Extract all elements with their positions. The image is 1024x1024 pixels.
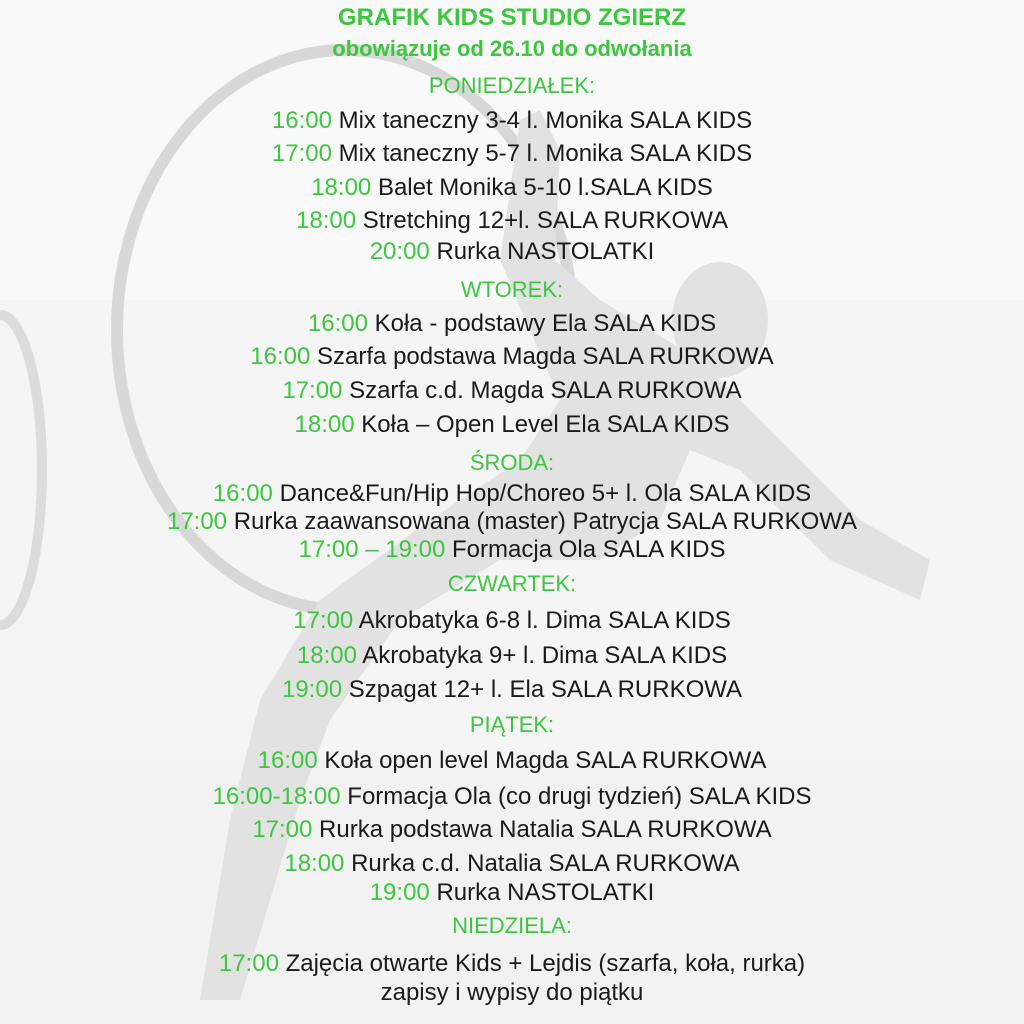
entry-text: Mix taneczny 5-7 l. Monika SALA KIDS: [338, 140, 753, 167]
entry-time: 20:00: [369, 238, 430, 265]
entry-time: 17:00 – 19:00: [298, 536, 446, 563]
entry-time: 17:00: [271, 140, 332, 167]
schedule-entry: [0, 783, 1024, 811]
entry-time: 16:00-18:00: [212, 783, 341, 810]
poster-title: GRAFIK KIDS STUDIO ZGIERZ: [338, 4, 686, 31]
entry-text: Formacja Ola SALA KIDS: [452, 536, 726, 563]
schedule-entry: [0, 107, 1024, 135]
entry-time: 16:00: [271, 107, 332, 134]
day-heading-wednesday: ŚRODA:: [469, 450, 555, 475]
entry-text: Rurka NASTOLATKI: [436, 879, 655, 906]
entry-time: 18:00: [294, 411, 355, 438]
entry-time: 18:00: [296, 207, 357, 234]
schedule-entry: [0, 343, 1024, 371]
schedule-entry: [0, 879, 1024, 907]
schedule-entry: [0, 480, 1024, 508]
entry-time: 19:00: [281, 676, 343, 703]
entry-text: Formacja Ola (co drugi tydzień) SALA KIDS: [347, 783, 812, 810]
sunday-note: zapisy i wypisy do piątku: [380, 979, 644, 1006]
schedule-entry: [0, 950, 1024, 978]
day-heading-friday: PIĄTEK:: [469, 712, 555, 737]
entry-text: Szarfa c.d. Magda SALA RURKOWA: [349, 377, 742, 404]
schedule-entry: [0, 508, 1024, 536]
entry-text: Akrobatyka 6-8 l. Dima SALA KIDS: [358, 607, 731, 634]
schedule-entry: [0, 642, 1024, 670]
entry-time: 16:00: [257, 747, 318, 774]
day-heading-sunday: NIEDZIELA:: [452, 913, 572, 938]
schedule-entry: [0, 536, 1024, 564]
entry-time: 18:00: [296, 642, 357, 669]
day-heading-monday: PONIEDZIAŁEK:: [428, 73, 596, 98]
entry-text: Szarfa podstawa Magda SALA RURKOWA: [317, 343, 774, 370]
day-heading-tuesday: WTOREK:: [460, 277, 564, 302]
entry-text: Dance&Fun/Hip Hop/Choreo 5+ l. Ola SALA KIDS: [279, 480, 812, 507]
schedule-entry: [0, 207, 1024, 235]
schedule-entry: [0, 310, 1024, 338]
entry-text: Rurka c.d. Natalia SALA RURKOWA: [351, 850, 740, 877]
entry-time: 16:00: [307, 310, 368, 337]
entry-text: Rurka podstawa Natalia SALA RURKOWA: [319, 816, 772, 843]
entry-time: 17:00: [218, 950, 279, 977]
schedule-entry: [0, 174, 1024, 202]
entry-text: Koła – Open Level Ela SALA KIDS: [361, 411, 730, 438]
schedule-entry: [0, 607, 1024, 635]
entry-text: Mix taneczny 3-4 l. Monika SALA KIDS: [338, 107, 753, 134]
entry-text: Stretching 12+l. SALA RURKOWA: [362, 207, 728, 234]
entry-text: Balet Monika 5-10 l.SALA KIDS: [377, 174, 713, 201]
entry-time: 19:00: [369, 879, 430, 906]
schedule-entry: [0, 238, 1024, 266]
schedule-entry: [0, 850, 1024, 878]
entry-time: 18:00: [311, 174, 372, 201]
schedule-entry: [0, 140, 1024, 168]
schedule-entry: [0, 676, 1024, 704]
day-heading-thursday: CZWARTEK:: [447, 571, 577, 596]
entry-time: 17:00: [166, 508, 228, 535]
schedule-entry: [0, 411, 1024, 439]
entry-text: Zajęcia otwarte Kids + Lejdis (szarfa, koła, rurka): [285, 950, 806, 977]
schedule-entry: [0, 377, 1024, 405]
entry-text: Koła - podstawy Ela SALA KIDS: [374, 310, 717, 337]
entry-time: 17:00: [293, 607, 354, 634]
schedule-entry: [0, 816, 1024, 844]
entry-text: Koła open level Magda SALA RURKOWA: [324, 747, 767, 774]
entry-time: 17:00: [282, 377, 343, 404]
poster-subtitle: obowiązuje od 26.10 do odwołania: [332, 36, 692, 61]
entry-text: Rurka zaawansowana (master) Patrycja SALA RURKOWA: [233, 508, 858, 535]
entry-time: 17:00: [252, 816, 313, 843]
entry-text: Rurka NASTOLATKI: [436, 238, 655, 265]
entry-text: Szpagat 12+ l. Ela SALA RURKOWA: [348, 676, 743, 703]
entry-time: 16:00: [212, 480, 273, 507]
entry-time: 16:00: [250, 343, 311, 370]
entry-time: 18:00: [284, 850, 345, 877]
schedule-entry: [0, 747, 1024, 775]
entry-text: Akrobatyka 9+ l. Dima SALA KIDS: [362, 642, 728, 669]
